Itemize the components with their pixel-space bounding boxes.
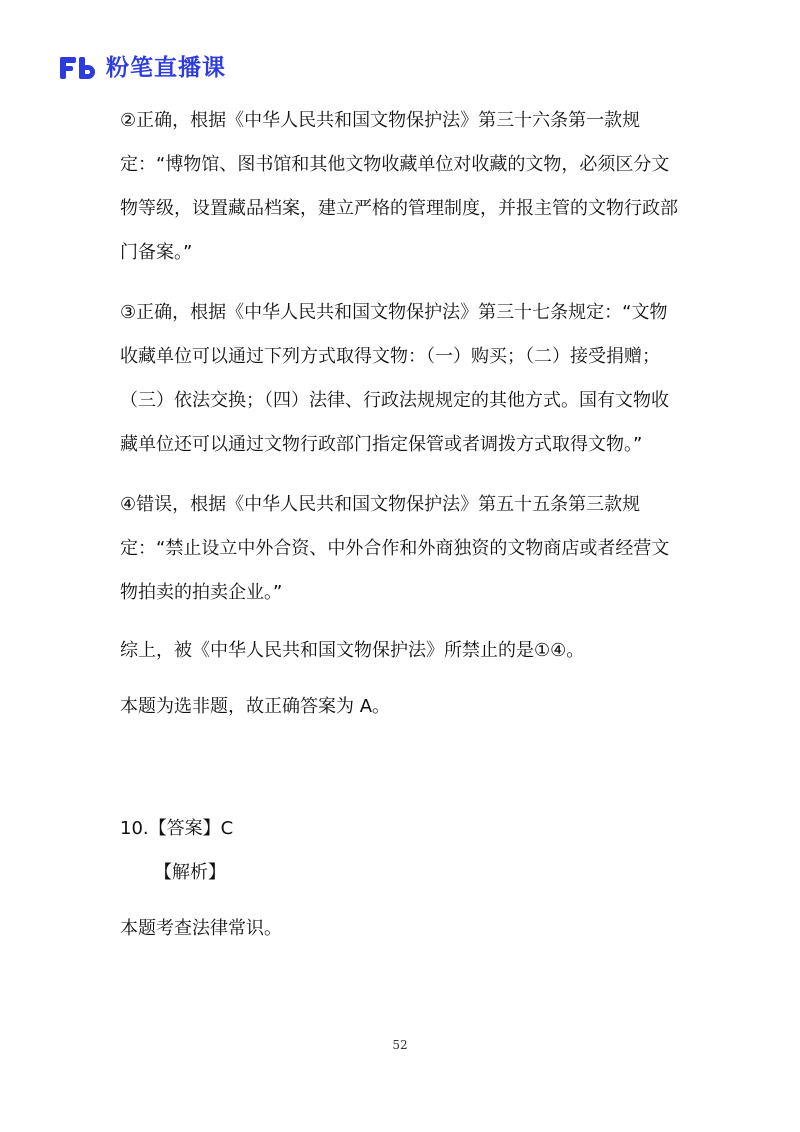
document-body xyxy=(120,99,680,951)
question-10-answer: 10.【答案】C xyxy=(120,818,234,839)
analysis-item-4: ④错误，根据《中华人民共和国文物保护法》第五十五条第三款规定：“禁止设立中外合资、中外合作和外商独资的文物商店或者经营文物拍卖的拍卖企业。” xyxy=(120,494,670,603)
analysis-summary: 综上，被《中华人民共和国文物保护法》所禁止的是①④。 xyxy=(120,640,585,661)
page-number: 52 xyxy=(392,1038,408,1052)
brand-header xyxy=(58,52,226,84)
analysis-item-3: ③正确，根据《中华人民共和国文物保护法》第三十七条规定：“文物收藏单位可以通过下列方式取得文物：（一）购买；（二）接受捐赠；（三）依法交换；（四）法律、行政法规规定的其他方式。国有文物收藏单位还可以通过文物行政部门指定保管或者调拨方式取得文物。” xyxy=(120,302,669,455)
analysis-item-2: ②正确，根据《中华人民共和国文物保护法》第三十六条第一款规定：“博物馆、图书馆和其他文物收藏单位对收藏的文物，必须区分文物等级，设置藏品档案，建立严格的管理制度，并报主管的文物行政部门备案。” xyxy=(120,110,678,263)
fb-logo-icon xyxy=(58,54,100,82)
brand-name: 粉笔直播课 xyxy=(106,55,226,81)
analysis-conclusion: 本题为选非题，故正确答案为 A。 xyxy=(120,696,391,717)
question-10-analysis-label: 【解析】 xyxy=(154,862,226,883)
question-10-body: 本题考查法律常识。 xyxy=(120,918,282,939)
